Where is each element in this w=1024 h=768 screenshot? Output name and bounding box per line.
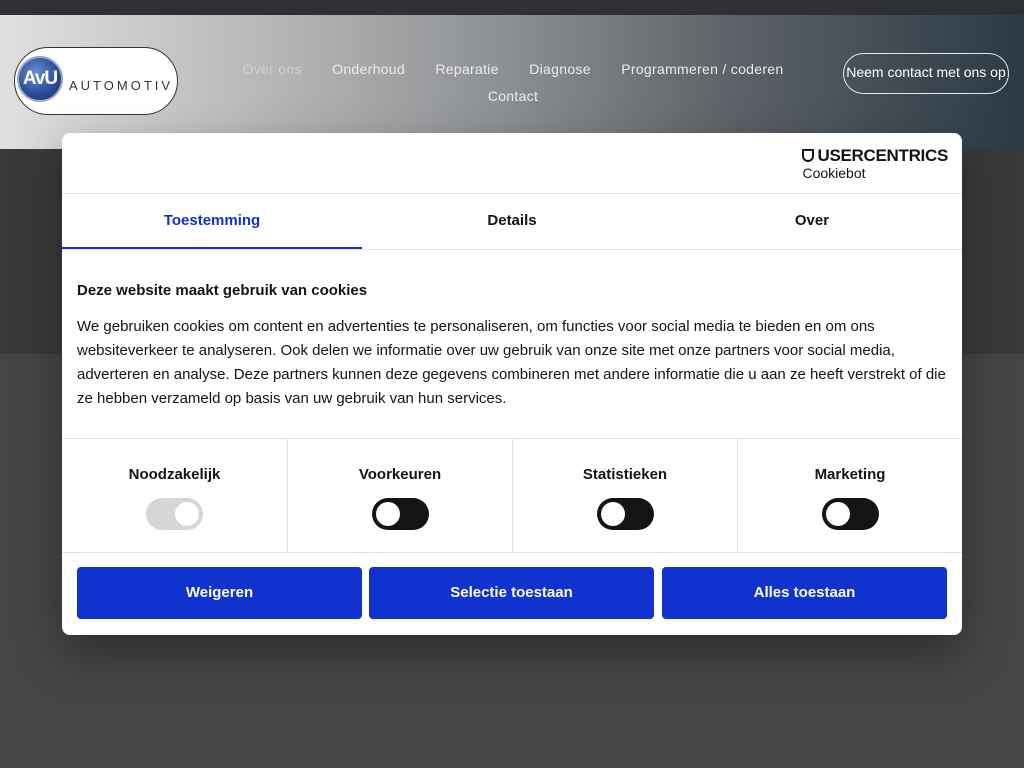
logo-mark: AvU <box>17 56 63 102</box>
main-nav <box>228 56 798 110</box>
toggle-knob <box>826 502 850 526</box>
category-label: Noodzakelijk <box>128 466 221 483</box>
toggle-noodzakelijk <box>146 498 203 530</box>
nav-item-over-ons[interactable]: Over ons <box>242 61 302 77</box>
dialog-tabs <box>62 194 962 250</box>
allow-selection-button[interactable]: Selectie toestaan <box>369 567 654 619</box>
category-label: Statistieken <box>582 466 668 483</box>
site-header <box>0 15 1024 149</box>
toggle-voorkeuren[interactable] <box>372 498 429 530</box>
toggle-statistieken[interactable] <box>597 498 654 530</box>
brand-sub: Cookiebot <box>802 165 866 181</box>
toggle-knob <box>376 502 400 526</box>
brand-name: USERCENTRICS <box>817 146 948 165</box>
deny-button[interactable]: Weigeren <box>77 567 362 619</box>
nav-item-onderhoud[interactable]: Onderhoud <box>332 61 405 77</box>
toggle-marketing[interactable] <box>822 498 879 530</box>
dialog-description: We gebruiken cookies om content en advertenties te personaliseren, om functies voor social media te bieden en om ons websiteverkeer te analyseren. Ook delen we informatie over uw gebruik van onze site met onze partners voor social media, adverteren en analyse. Deze partners kunnen deze gegevens combineren met andere informatie die u aan ze heeft verstrekt of die ze hebben verzameld op basis van uw gebruik van hun services. <box>77 318 946 407</box>
cookiebot-brand[interactable] <box>802 147 948 181</box>
category-marketing <box>737 439 962 552</box>
allow-all-button[interactable]: Alles toestaan <box>662 567 947 619</box>
toggle-knob <box>601 502 625 526</box>
site-logo[interactable] <box>14 47 178 115</box>
shield-icon <box>802 149 814 162</box>
nav-item-reparatie[interactable]: Reparatie <box>435 61 499 77</box>
tab-details[interactable]: Details <box>487 212 537 229</box>
category-label: Marketing <box>814 466 886 483</box>
dialog-body <box>77 281 947 411</box>
contact-button[interactable]: Neem contact met ons op <box>843 53 1009 94</box>
nav-item-programmeren[interactable]: Programmeren / coderen <box>621 61 784 77</box>
nav-item-diagnose[interactable]: Diagnose <box>529 61 591 77</box>
cookie-consent-dialog <box>62 133 962 635</box>
logo-wordmark: AUTOMOTIV <box>69 78 174 93</box>
top-strip <box>0 0 1024 15</box>
consent-categories <box>62 438 962 553</box>
dialog-title: Deze website maakt gebruik van cookies <box>77 282 368 299</box>
category-statistieken <box>512 439 737 552</box>
tab-toestemming[interactable]: Toestemming <box>62 194 362 249</box>
category-noodzakelijk <box>62 439 287 552</box>
category-label: Voorkeuren <box>358 466 442 483</box>
toggle-knob <box>175 502 199 526</box>
nav-item-contact[interactable]: Contact <box>487 88 539 104</box>
tab-over[interactable]: Over <box>794 212 830 229</box>
category-voorkeuren <box>287 439 512 552</box>
dialog-header <box>62 133 962 194</box>
